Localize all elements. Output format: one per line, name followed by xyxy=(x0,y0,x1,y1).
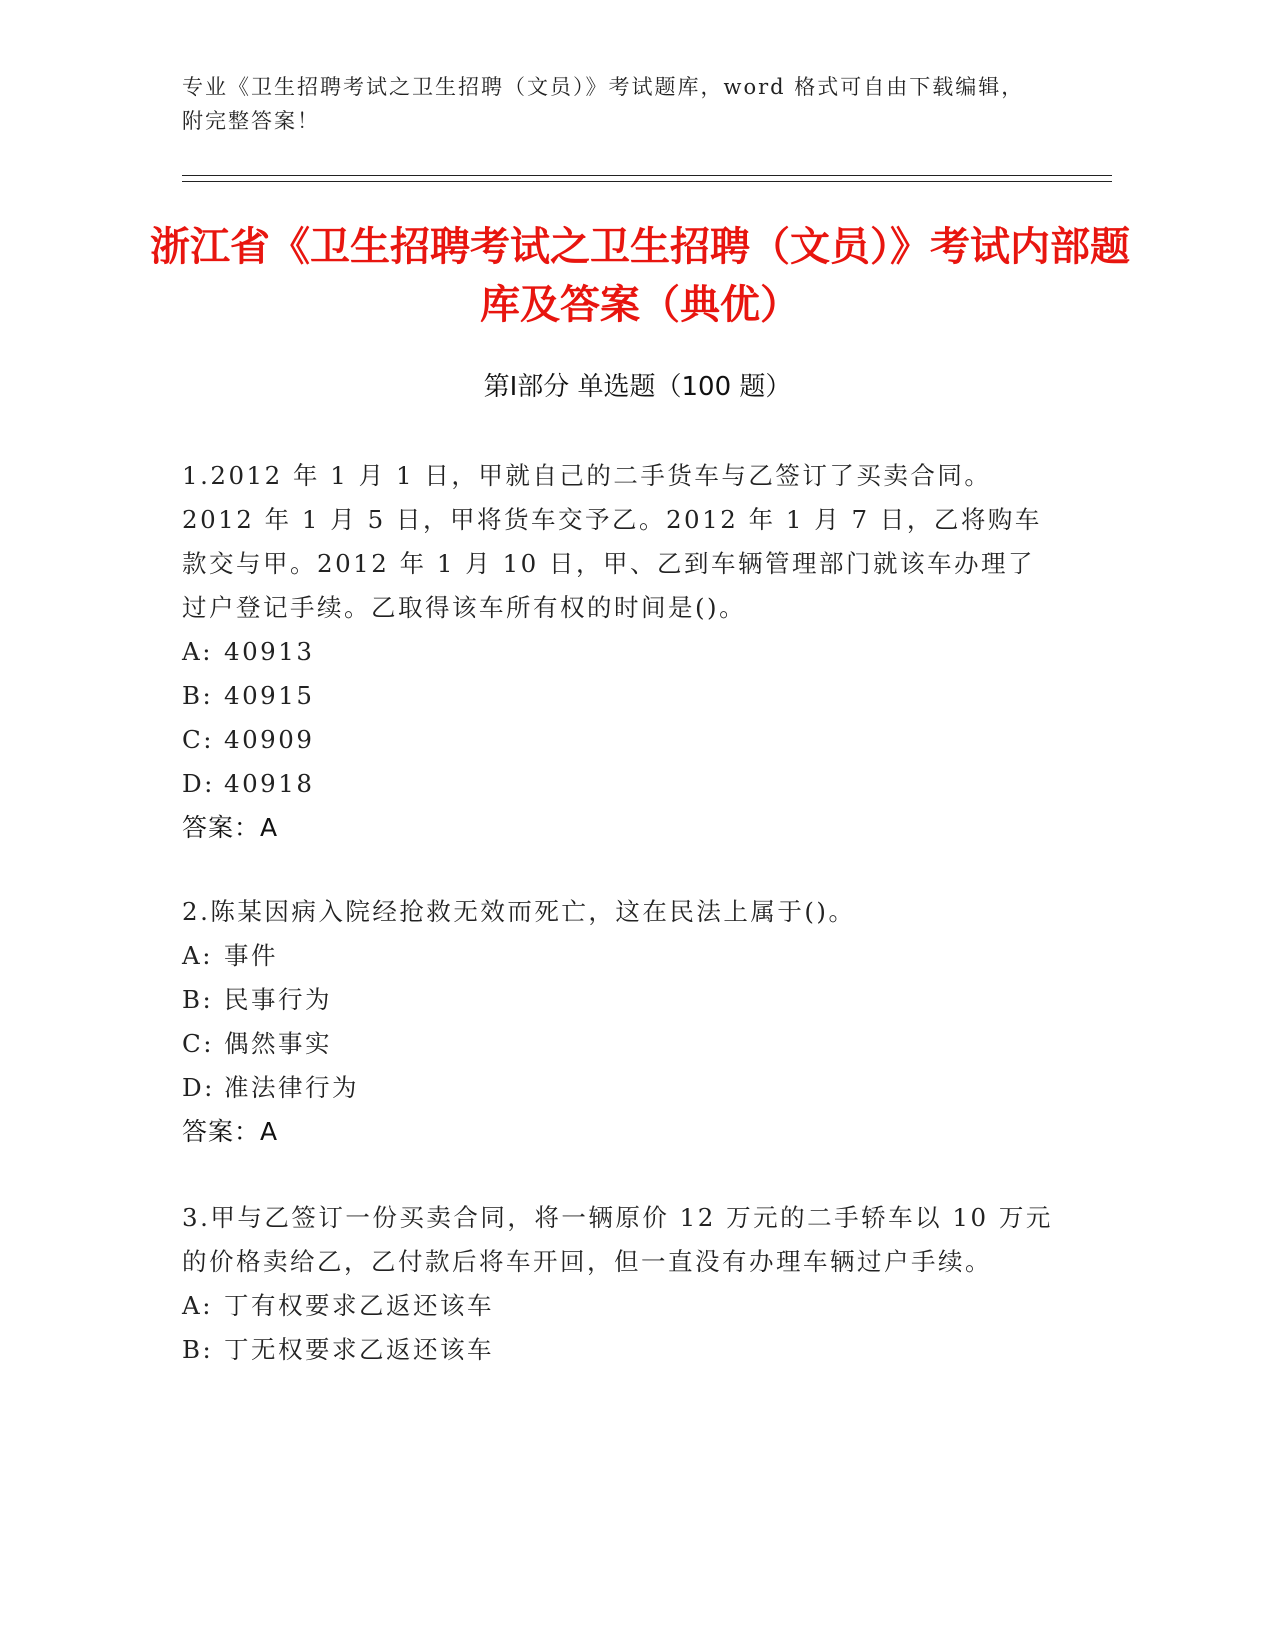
option-d xyxy=(182,1066,1062,1110)
option-text: 40915 xyxy=(224,681,315,710)
option-text: 事件 xyxy=(224,941,278,970)
question-stem: 1.2012 年 1 月 1 日，甲就自己的二手货车与乙签订了买卖合同。2012 年 1 月 5 日，甲将货车交予乙。2012 年 1 月 7 日，乙将购车款交与甲。2012 年 1 月 10 日，甲、乙到车辆管理部门就该车办理了过户登记手续。乙取得该车所有权的时间是()。 xyxy=(182,461,1042,622)
option-text: 丁无权要求乙返还该车 xyxy=(224,1335,494,1364)
question-3 xyxy=(182,1196,1062,1372)
header-divider-bottom xyxy=(182,181,1112,182)
question-stem: 3.甲与乙签订一份买卖合同，将一辆原价 12 万元的二手轿车以 10 万元的价格卖给乙，乙付款后将车开回，但一直没有办理车辆过户手续。 xyxy=(182,1203,1053,1276)
answer-line xyxy=(182,806,1062,850)
header-note: 专业《卫生招聘考试之卫生招聘（文员）》考试题库，word 格式可自由下载编辑，附完整答案！ xyxy=(182,75,1025,133)
question-1 xyxy=(182,454,1062,850)
option-d xyxy=(182,762,1062,806)
option-letter: A: xyxy=(182,637,213,666)
option-letter: C: xyxy=(182,1029,215,1058)
option-letter: B: xyxy=(182,1335,214,1364)
option-text: 偶然事实 xyxy=(224,1029,332,1058)
question-2 xyxy=(182,890,1062,1154)
option-b xyxy=(182,674,1062,718)
option-letter: C: xyxy=(182,725,215,754)
option-letter: D: xyxy=(182,769,215,798)
answer-value: A xyxy=(260,813,279,842)
answer-line xyxy=(182,1110,1062,1154)
option-c xyxy=(182,1022,1062,1066)
option-letter: A: xyxy=(182,1291,213,1320)
answer-value: A xyxy=(260,1117,279,1146)
option-text: 40909 xyxy=(224,725,315,754)
option-letter: A: xyxy=(182,941,213,970)
option-text: 准法律行为 xyxy=(224,1073,359,1102)
option-a xyxy=(182,934,1062,978)
option-text: 丁有权要求乙返还该车 xyxy=(224,1291,494,1320)
option-c xyxy=(182,718,1062,762)
option-text: 民事行为 xyxy=(224,985,332,1014)
answer-prefix: 答案： xyxy=(182,1117,261,1146)
option-text: 40918 xyxy=(224,769,315,798)
option-a xyxy=(182,630,1062,674)
option-a xyxy=(182,1284,1062,1328)
option-text: 40913 xyxy=(224,637,315,666)
header-divider-top xyxy=(182,175,1112,176)
section-title: 第Ⅰ部分 单选题（100 题） xyxy=(483,372,792,402)
question-stem: 2.陈某因病入院经抢救无效而死亡，这在民法上属于()。 xyxy=(182,897,856,926)
option-letter: D: xyxy=(182,1073,215,1102)
document-title: 浙江省《卫生招聘考试之卫生招聘（文员）》考试内部题库及答案（典优） xyxy=(150,224,1130,328)
option-b xyxy=(182,978,1062,1022)
option-letter: B: xyxy=(182,985,214,1014)
option-letter: B: xyxy=(182,681,214,710)
option-b xyxy=(182,1328,1062,1372)
answer-prefix: 答案： xyxy=(182,813,261,842)
